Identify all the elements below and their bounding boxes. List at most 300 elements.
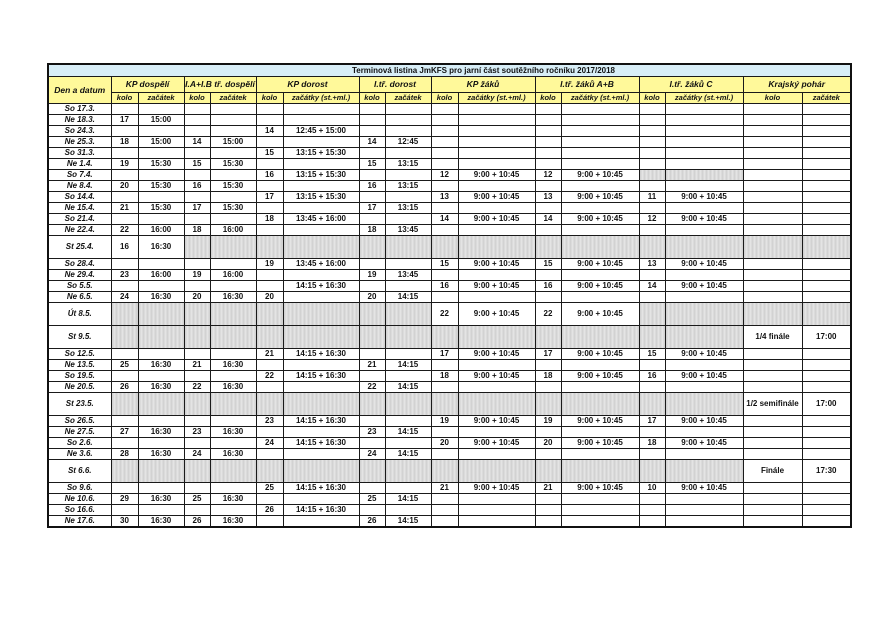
start-time-cell	[385, 505, 431, 516]
start-time-cell: 9:00 + 10:45	[665, 192, 743, 203]
start-time-cell: 16:30	[138, 427, 184, 438]
kolo-cell	[431, 460, 458, 483]
kolo-cell	[256, 270, 283, 281]
start-time-cell	[802, 438, 851, 449]
header-sub-zacatek: začátky (st.+ml.)	[283, 93, 359, 104]
kolo-cell	[431, 393, 458, 416]
header-sub-kolo: kolo	[256, 93, 283, 104]
header-sub-kolo: kolo	[743, 93, 802, 104]
start-time-cell: 12:45 + 15:00	[283, 126, 359, 137]
kolo-cell	[111, 259, 138, 270]
kolo-cell: 23	[359, 427, 385, 438]
kolo-cell	[359, 104, 385, 115]
kolo-cell	[431, 505, 458, 516]
kolo-cell: 17	[431, 349, 458, 360]
start-time-cell: 17:00	[802, 393, 851, 416]
kolo-cell	[535, 494, 561, 505]
start-time-cell	[665, 460, 743, 483]
header-date: Den a datum	[48, 77, 111, 104]
kolo-cell	[431, 360, 458, 371]
kolo-cell	[256, 516, 283, 528]
header-sub-zacatek: začátky (st.+ml.)	[665, 93, 743, 104]
date-cell: So 5.5.	[48, 281, 111, 292]
start-time-cell: 14:15 + 16:30	[283, 349, 359, 360]
start-time-cell: 13:15 + 15:30	[283, 170, 359, 181]
start-time-cell	[665, 225, 743, 236]
kolo-cell: 18	[431, 371, 458, 382]
kolo-cell	[256, 115, 283, 126]
start-time-cell	[283, 137, 359, 148]
kolo-cell	[111, 104, 138, 115]
start-time-cell: 14:15	[385, 449, 431, 460]
start-time-cell: 9:00 + 10:45	[561, 303, 639, 326]
table-row	[48, 192, 851, 203]
kolo-cell	[535, 115, 561, 126]
start-time-cell	[802, 281, 851, 292]
start-time-cell: 14:15 + 16:30	[283, 416, 359, 427]
header-group: KP žáků	[431, 77, 535, 93]
table-row	[48, 292, 851, 303]
start-time-cell	[210, 326, 256, 349]
date-cell: So 21.4.	[48, 214, 111, 225]
kolo-cell: 22	[184, 382, 210, 393]
start-time-cell	[802, 270, 851, 281]
kolo-cell	[639, 225, 665, 236]
kolo-cell	[256, 281, 283, 292]
kolo-cell: 26	[256, 505, 283, 516]
table-row	[48, 349, 851, 360]
table-row	[48, 303, 851, 326]
date-cell: Ne 13.5.	[48, 360, 111, 371]
kolo-cell	[184, 281, 210, 292]
kolo-cell	[359, 259, 385, 270]
kolo-cell	[111, 483, 138, 494]
kolo-cell	[639, 505, 665, 516]
start-time-cell	[138, 104, 184, 115]
kolo-cell	[639, 170, 665, 181]
kolo-cell: 13	[431, 192, 458, 203]
kolo-cell	[184, 438, 210, 449]
kolo-cell	[111, 281, 138, 292]
start-time-cell	[138, 349, 184, 360]
kolo-cell	[359, 460, 385, 483]
kolo-cell	[431, 148, 458, 159]
start-time-cell: 14:15	[385, 360, 431, 371]
start-time-cell	[138, 303, 184, 326]
kolo-cell	[639, 494, 665, 505]
start-time-cell	[665, 115, 743, 126]
schedule-table	[47, 63, 852, 528]
kolo-cell	[743, 505, 802, 516]
kolo-cell	[184, 126, 210, 137]
start-time-cell	[458, 181, 535, 192]
kolo-cell: 30	[111, 516, 138, 528]
start-time-cell: 9:00 + 10:45	[665, 214, 743, 225]
start-time-cell	[802, 303, 851, 326]
start-time-cell	[210, 104, 256, 115]
start-time-cell	[283, 427, 359, 438]
start-time-cell: 16:30	[138, 292, 184, 303]
kolo-cell: 24	[359, 449, 385, 460]
start-time-cell	[385, 393, 431, 416]
start-time-cell	[802, 203, 851, 214]
start-time-cell: 13:15	[385, 159, 431, 170]
kolo-cell: 29	[111, 494, 138, 505]
start-time-cell: 16:30	[138, 382, 184, 393]
kolo-cell	[743, 115, 802, 126]
start-time-cell	[802, 225, 851, 236]
start-time-cell	[561, 203, 639, 214]
kolo-cell: 26	[359, 516, 385, 528]
kolo-cell	[431, 126, 458, 137]
kolo-cell	[256, 225, 283, 236]
kolo-cell: 18	[256, 214, 283, 225]
date-cell: So 26.5.	[48, 416, 111, 427]
start-time-cell	[458, 460, 535, 483]
kolo-cell	[743, 303, 802, 326]
kolo-cell: 20	[256, 292, 283, 303]
kolo-cell	[743, 281, 802, 292]
start-time-cell	[210, 460, 256, 483]
date-cell: Ne 22.4.	[48, 225, 111, 236]
start-time-cell: 16:30	[210, 382, 256, 393]
start-time-cell	[283, 225, 359, 236]
kolo-cell: 14	[639, 281, 665, 292]
start-time-cell	[458, 494, 535, 505]
kolo-cell	[359, 349, 385, 360]
start-time-cell	[665, 236, 743, 259]
start-time-cell	[283, 270, 359, 281]
start-time-cell	[561, 126, 639, 137]
start-time-cell	[561, 427, 639, 438]
kolo-cell: 22	[111, 225, 138, 236]
kolo-cell	[639, 115, 665, 126]
kolo-cell	[743, 214, 802, 225]
start-time-cell	[458, 326, 535, 349]
start-time-cell	[665, 393, 743, 416]
start-time-cell: 9:00 + 10:45	[561, 483, 639, 494]
kolo-cell	[431, 236, 458, 259]
start-time-cell	[561, 159, 639, 170]
kolo-cell: 21	[111, 203, 138, 214]
start-time-cell: 9:00 + 10:45	[458, 192, 535, 203]
start-time-cell: 9:00 + 10:45	[458, 303, 535, 326]
kolo-cell	[359, 326, 385, 349]
start-time-cell	[458, 393, 535, 416]
kolo-cell: 12	[639, 214, 665, 225]
table-row	[48, 104, 851, 115]
start-time-cell: 14:15 + 16:30	[283, 505, 359, 516]
kolo-cell: 23	[184, 427, 210, 438]
start-time-cell	[802, 416, 851, 427]
kolo-cell	[111, 148, 138, 159]
kolo-cell	[111, 303, 138, 326]
date-cell: So 9.6.	[48, 483, 111, 494]
start-time-cell: 9:00 + 10:45	[458, 170, 535, 181]
header-sub-zacatek: začátek	[210, 93, 256, 104]
kolo-cell	[743, 449, 802, 460]
kolo-cell	[184, 483, 210, 494]
header-sub-zacatek: začátek	[802, 93, 851, 104]
kolo-cell	[256, 494, 283, 505]
start-time-cell: 9:00 + 10:45	[665, 483, 743, 494]
start-time-cell	[665, 137, 743, 148]
date-cell: So 31.3.	[48, 148, 111, 159]
kolo-cell	[184, 303, 210, 326]
start-time-cell: 15:00	[138, 137, 184, 148]
start-time-cell	[802, 449, 851, 460]
start-time-cell	[458, 203, 535, 214]
start-time-cell	[283, 181, 359, 192]
kolo-cell	[359, 371, 385, 382]
start-time-cell	[210, 148, 256, 159]
start-time-cell	[458, 427, 535, 438]
start-time-cell	[385, 170, 431, 181]
header-sub-zacatek: začátky (st.+ml.)	[458, 93, 535, 104]
kolo-cell	[743, 349, 802, 360]
date-cell: St 6.6.	[48, 460, 111, 483]
kolo-cell	[535, 270, 561, 281]
start-time-cell: 13:45 + 16:00	[283, 259, 359, 270]
date-cell: Ne 8.4.	[48, 181, 111, 192]
start-time-cell: 15:30	[210, 203, 256, 214]
start-time-cell	[458, 270, 535, 281]
kolo-cell	[743, 181, 802, 192]
start-time-cell: 16:30	[210, 516, 256, 528]
header-sub-kolo: kolo	[535, 93, 561, 104]
kolo-cell: 15	[535, 259, 561, 270]
start-time-cell	[802, 159, 851, 170]
start-time-cell: 14:15	[385, 292, 431, 303]
start-time-cell: 17:00	[802, 326, 851, 349]
start-time-cell	[665, 126, 743, 137]
start-time-cell	[385, 236, 431, 259]
kolo-cell: 18	[111, 137, 138, 148]
start-time-cell: 14:15	[385, 382, 431, 393]
kolo-cell: 10	[639, 483, 665, 494]
kolo-cell	[535, 449, 561, 460]
kolo-cell	[431, 203, 458, 214]
start-time-cell	[665, 159, 743, 170]
kolo-cell	[256, 181, 283, 192]
kolo-cell	[743, 170, 802, 181]
start-time-cell	[283, 360, 359, 371]
start-time-cell: 9:00 + 10:45	[561, 259, 639, 270]
start-time-cell: 14:15 + 16:30	[283, 483, 359, 494]
start-time-cell	[283, 516, 359, 528]
start-time-cell	[210, 170, 256, 181]
kolo-cell	[535, 126, 561, 137]
kolo-cell	[184, 115, 210, 126]
kolo-cell	[535, 104, 561, 115]
start-time-cell	[561, 326, 639, 349]
kolo-cell	[743, 192, 802, 203]
table-row	[48, 483, 851, 494]
start-time-cell	[138, 505, 184, 516]
date-cell: Ne 17.6.	[48, 516, 111, 528]
start-time-cell	[561, 115, 639, 126]
kolo-cell	[359, 170, 385, 181]
kolo-cell	[639, 360, 665, 371]
start-time-cell	[138, 326, 184, 349]
date-cell: St 23.5.	[48, 393, 111, 416]
start-time-cell: 16:00	[138, 225, 184, 236]
start-time-cell: 9:00 + 10:45	[561, 214, 639, 225]
kolo-cell	[743, 126, 802, 137]
kolo-cell: 19	[359, 270, 385, 281]
kolo-cell	[359, 126, 385, 137]
start-time-cell	[210, 259, 256, 270]
kolo-cell: 17	[111, 115, 138, 126]
start-time-cell	[665, 170, 743, 181]
kolo-cell: 22	[256, 371, 283, 382]
date-cell: Ne 15.4.	[48, 203, 111, 214]
date-cell: So 12.5.	[48, 349, 111, 360]
table-row	[48, 259, 851, 270]
kolo-cell	[535, 427, 561, 438]
kolo-cell	[639, 137, 665, 148]
start-time-cell	[458, 505, 535, 516]
start-time-cell	[210, 349, 256, 360]
header-group: I.tř. žáků A+B	[535, 77, 639, 93]
kolo-cell: 18	[535, 371, 561, 382]
table-row	[48, 126, 851, 137]
kolo-cell: 1/4 finále	[743, 326, 802, 349]
kolo-cell: 25	[111, 360, 138, 371]
header-group: KP dorost	[256, 77, 359, 93]
start-time-cell	[385, 214, 431, 225]
start-time-cell	[802, 494, 851, 505]
kolo-cell: 20	[184, 292, 210, 303]
kolo-cell: 24	[184, 449, 210, 460]
table-row	[48, 281, 851, 292]
start-time-cell	[210, 192, 256, 203]
kolo-cell	[184, 460, 210, 483]
header-group: I.tř. žáků C	[639, 77, 743, 93]
kolo-cell: 16	[431, 281, 458, 292]
kolo-cell: 15	[184, 159, 210, 170]
start-time-cell	[665, 292, 743, 303]
kolo-cell	[184, 393, 210, 416]
kolo-cell	[359, 483, 385, 494]
kolo-cell	[639, 449, 665, 460]
date-cell: So 7.4.	[48, 170, 111, 181]
kolo-cell	[743, 494, 802, 505]
header-sub-kolo: kolo	[639, 93, 665, 104]
kolo-cell	[743, 104, 802, 115]
kolo-cell	[359, 393, 385, 416]
start-time-cell: 9:00 + 10:45	[561, 170, 639, 181]
kolo-cell	[256, 360, 283, 371]
kolo-cell: 16	[256, 170, 283, 181]
header-sub-kolo: kolo	[184, 93, 210, 104]
start-time-cell	[561, 460, 639, 483]
kolo-cell: 21	[184, 360, 210, 371]
start-time-cell	[283, 236, 359, 259]
start-time-cell	[458, 449, 535, 460]
header-group: Krajský pohár	[743, 77, 851, 93]
start-time-cell	[210, 303, 256, 326]
start-time-cell	[385, 115, 431, 126]
kolo-cell: 21	[535, 483, 561, 494]
table-row	[48, 449, 851, 460]
kolo-cell	[535, 181, 561, 192]
start-time-cell	[138, 148, 184, 159]
kolo-cell: Finále	[743, 460, 802, 483]
start-time-cell	[665, 494, 743, 505]
kolo-cell: 14	[184, 137, 210, 148]
table-row	[48, 505, 851, 516]
start-time-cell	[561, 449, 639, 460]
start-time-cell	[665, 270, 743, 281]
table-row	[48, 214, 851, 225]
start-time-cell: 15:00	[138, 115, 184, 126]
start-time-cell	[561, 236, 639, 259]
kolo-cell: 26	[111, 382, 138, 393]
start-time-cell	[561, 382, 639, 393]
header-sub-zacatek: začátky (st.+ml.)	[561, 93, 639, 104]
kolo-cell	[535, 203, 561, 214]
date-cell: So 28.4.	[48, 259, 111, 270]
kolo-cell: 21	[256, 349, 283, 360]
kolo-cell	[743, 416, 802, 427]
start-time-cell: 9:00 + 10:45	[665, 259, 743, 270]
kolo-cell	[184, 236, 210, 259]
kolo-cell: 13	[535, 192, 561, 203]
table-row	[48, 159, 851, 170]
kolo-cell: 23	[111, 270, 138, 281]
start-time-cell	[385, 259, 431, 270]
kolo-cell	[639, 382, 665, 393]
start-time-cell	[665, 326, 743, 349]
kolo-cell: 25	[256, 483, 283, 494]
table-row	[48, 371, 851, 382]
kolo-cell	[256, 137, 283, 148]
start-time-cell: 9:00 + 10:45	[665, 281, 743, 292]
kolo-cell	[184, 104, 210, 115]
start-time-cell: 9:00 + 10:45	[561, 192, 639, 203]
start-time-cell	[283, 104, 359, 115]
header-sub-kolo: kolo	[431, 93, 458, 104]
kolo-cell: 16	[359, 181, 385, 192]
date-cell: So 14.4.	[48, 192, 111, 203]
table-row	[48, 326, 851, 349]
kolo-cell	[639, 427, 665, 438]
kolo-cell: 12	[431, 170, 458, 181]
table-row	[48, 438, 851, 449]
start-time-cell	[665, 427, 743, 438]
kolo-cell	[184, 192, 210, 203]
kolo-cell: 21	[359, 360, 385, 371]
start-time-cell	[283, 460, 359, 483]
start-time-cell	[802, 148, 851, 159]
start-time-cell: 9:00 + 10:45	[561, 349, 639, 360]
kolo-cell	[431, 225, 458, 236]
start-time-cell	[283, 449, 359, 460]
kolo-cell	[111, 192, 138, 203]
start-time-cell: 14:15 + 16:30	[283, 281, 359, 292]
kolo-cell: 25	[184, 494, 210, 505]
kolo-cell	[743, 371, 802, 382]
table-row	[48, 460, 851, 483]
start-time-cell: 16:00	[210, 225, 256, 236]
header-sub-kolo: kolo	[359, 93, 385, 104]
start-time-cell	[665, 505, 743, 516]
start-time-cell	[561, 516, 639, 528]
start-time-cell: 14:15	[385, 516, 431, 528]
start-time-cell	[385, 303, 431, 326]
start-time-cell	[138, 460, 184, 483]
